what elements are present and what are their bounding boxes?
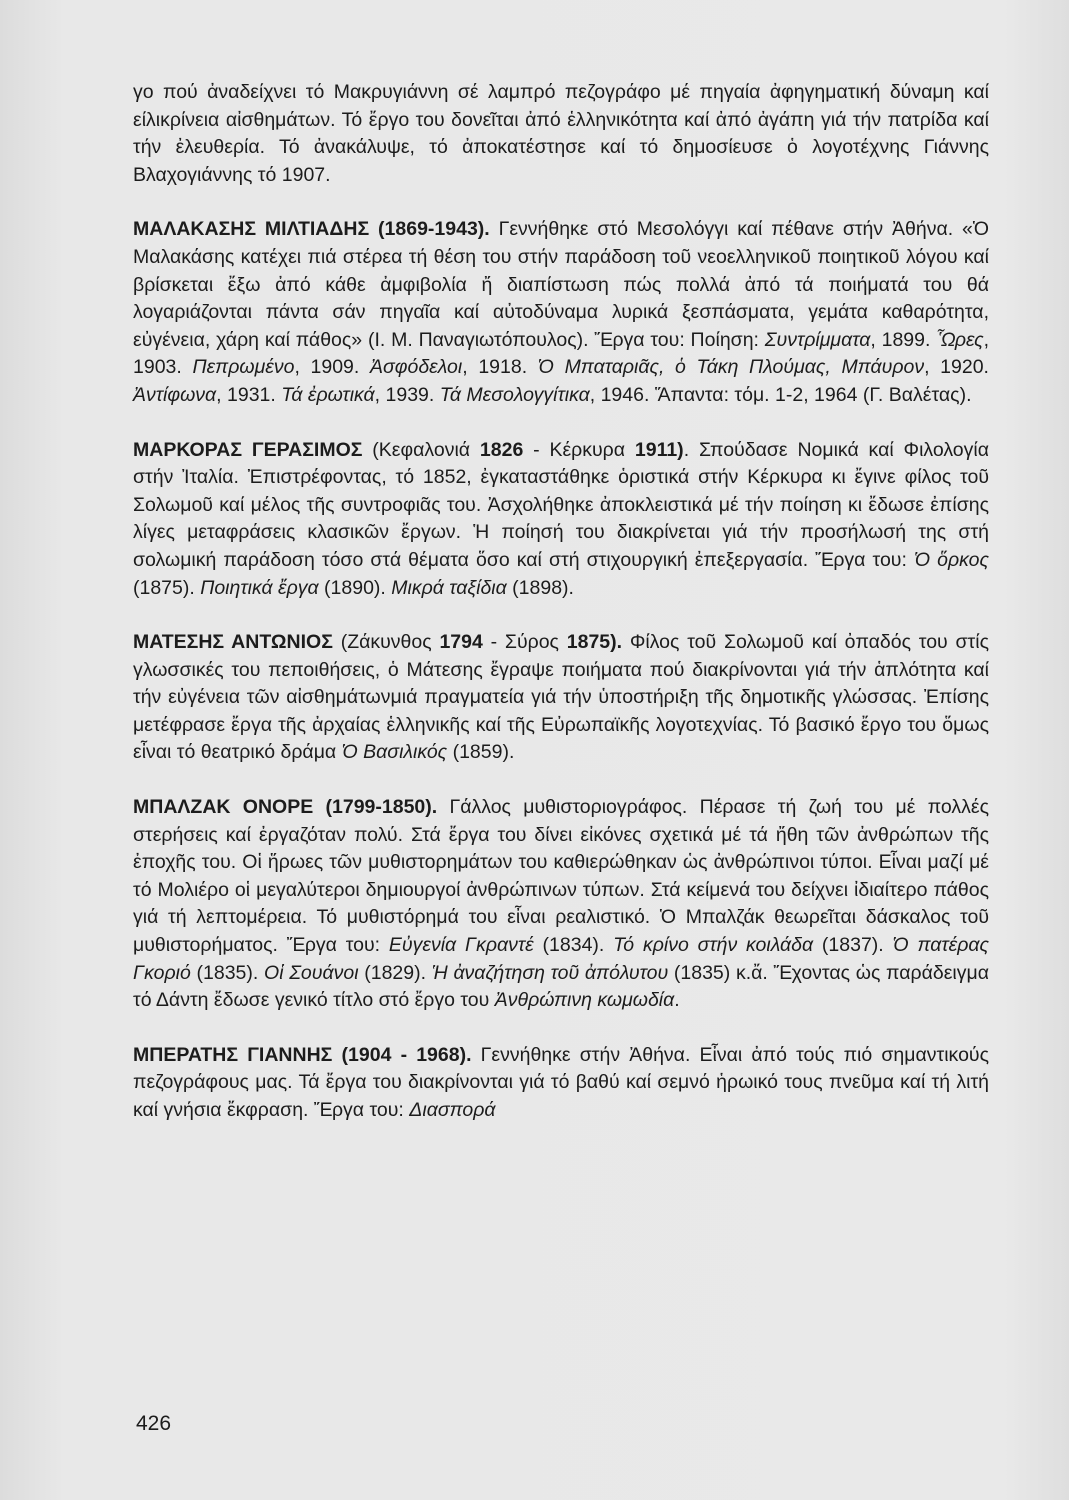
glossary-entry: [133, 794, 989, 1015]
entry-date: 1911): [634, 438, 684, 461]
work-title: Συντρίμματα: [764, 328, 871, 351]
entry-list: [133, 216, 989, 1124]
entry-heading: ΜΑΤΕΣΗΣ ΑΝΤΩΝΙΟΣ: [133, 631, 333, 654]
entry-text: , 1899.: [870, 328, 937, 351]
entry-text: . Σπούδασε Νομικά καί Φιλολογία στήν Ἰταλία. Ἐπιστρέφοντας, τό 1852, ἐγκαταστάθηκε ὁριστικά στήν Κέρκυρα κι ἔγινε φίλος τοῦ Σολωμοῦ καί μέλος τῆς συντροφιᾶς του. Ἀσχολήθηκε ἀποκλειστικά μέ τήν ποίηση κι ἔδωσε ἐπίσης λίγες μεταφράσεις κλασικῶν ἔργων. Ἡ ποίησή του διακρίνεται γιά τήν προσήλωσή της στή σολωμική παράδοση τόσο στά θέματα ὅσο καί στή στιχουργική ἐπεξεργασία. Ἔργα του:: [133, 438, 989, 571]
work-title: Ὁ ὅρκος: [913, 548, 989, 571]
work-title: Ὁ Βασιλικός: [341, 741, 448, 764]
entry-text: , 1920.: [924, 356, 989, 379]
work-title: Ὧρες: [936, 328, 984, 351]
work-title: Ὁ πατέρας Γκοριό: [133, 934, 990, 984]
glossary-entry: [133, 437, 989, 603]
entry-text: Γάλλος μυθιστοριογράφος. Πέρασε τή ζωή του μέ πολλές στερήσεις καί ἐργαζόταν πολύ. Στά ἔργα του δίνει εἰκόνες σχετικά μέ τά ἤθη τῶν ἀνθρώπων τῆς ἐποχῆς του. Οἱ ἥρωες τῶν μυθιστορημάτων του καθιερώθηκαν ὡς ἀνθρώπινοι τύποι. Εἶναι μαζί μέ τό Μολιέρο οἱ μεγαλύτεροι δημιουργοί ἀνθρώπινων τύπων. Στά κείμενά του δείχνει ἰδιαίτερο πάθος γιά τή λεπτομέρεια. Τό μυθιστόρημά του εἶναι ρεαλιστικό. Ὁ Μπαλζάκ θεωρεῖται δάσκαλος τοῦ μυθιστορήματος. Ἔργα του:: [133, 796, 990, 957]
entry-text: , 1931.: [216, 383, 282, 406]
entry-heading: ΜΠΑΛΖΑΚ ΟΝΟΡΕ (1799-1850).: [133, 796, 438, 819]
entry-text: (1837).: [813, 934, 893, 957]
page-body: [133, 79, 989, 1125]
entry-text: Γεννήθηκε στό Μεσολόγγι καί πέθανε στήν Ἀθήνα. «Ὁ Μαλακάσης κατέχει πιά στέρεα τή θέση του στήν παράδοση τοῦ νεοελληνικοῦ ποιητικοῦ λόγου καί βρίσκεται ἔξω ἀπό κάθε ἀμφιβολία ἤ διαπίστωση πώς πολλά ἀπό τά ποιήματά του θά λογαριάζονται πάντα σάν πηγαῖα καί αὐτοδύναμα λυρικά ξεσπάσματα, γεμάτα καθαρότητα, εὐγένεια, χάρη καί πάθος» (Ι. Μ. Παναγιωτόπουλος). Ἔργα του: Ποίηση:: [133, 218, 989, 351]
work-title: Τά ἐρωτικά: [281, 383, 375, 406]
entry-date: 1794: [439, 631, 483, 654]
glossary-entry: [133, 629, 989, 767]
work-title: Ἀσφόδελοι: [369, 356, 463, 379]
entry-text: , 1903.: [133, 328, 989, 379]
work-title: Ἡ ἀναζήτηση τοῦ ἀπόλυτου: [431, 961, 669, 984]
entry-text: , 1918.: [462, 356, 538, 379]
intro-paragraph: γο πού ἀναδείχνει τό Μακρυγιάννη σέ λαμπρό πεζογράφο μέ πηγαία ἀφηγηματική δύναμη καί είλικρίνεια αἰσθημάτων. Τό ἔργο του δονεῖται ἀπό ἑλληνικότητα καί ἀπό ἀγάπη γιά τήν πατρίδα καί τήν ἐλευθερία. Τό ἀνακάλυψε, τό ἀποκατέστησε καί τό δημοσίευσε ὁ λογοτέχνης Γιάννης Βλαχογιάννης τό 1907.: [133, 81, 989, 186]
entry-text: (1835).: [190, 961, 265, 984]
entry-text: (1829).: [358, 961, 432, 984]
entry-text: (1834).: [533, 934, 614, 957]
entry-text: , 1946. Ἅπαντα: τόμ. 1-2, 1964 (Γ. Βαλέτας).: [589, 383, 972, 406]
entry-heading: ΜΑΡΚΟΡΑΣ ΓΕΡΑΣΙΜΟΣ: [133, 438, 363, 461]
entry-text: , 1939.: [374, 383, 440, 406]
page-number: 426: [136, 1412, 172, 1435]
work-title: Πεπρωμένο: [192, 356, 295, 379]
glossary-entry: [133, 216, 989, 409]
entry-text: - Κέρκυρα: [523, 438, 635, 461]
entry-text: .: [674, 989, 680, 1012]
entry-text: , 1909.: [294, 356, 370, 379]
entry-text: (Ζάκυνθος: [332, 631, 440, 654]
entry-date: 1875).: [566, 631, 623, 654]
work-title: Ὁ Μπαταριᾶς, ὁ Τάκη Πλούμας, Μπάυρον: [537, 356, 925, 379]
entry-text: (Κεφαλονιά: [362, 438, 480, 461]
work-title: Οἱ Σουάνοι: [264, 961, 359, 984]
entry-text: - Σύρος: [482, 631, 567, 654]
entry-text: (1859).: [447, 741, 515, 764]
entry-text: Γεννήθηκε στήν Ἀθήνα. Εἶναι ἀπό τούς πιό σημαντικούς πεζογράφους μας. Τά ἔργα του διακρίνονται γιά τό βαθύ καί σεμνό ἡρωικό τους πνεῦμα καί τή λιτή καί γνήσια ἔκφραση. Ἔργα του:: [133, 1043, 989, 1121]
work-title: Τό κρίνο στήν κοιλάδα: [613, 934, 814, 957]
entry-heading: ΜΠΕΡΑΤΗΣ ΓΙΑΝΝΗΣ (1904 - 1968).: [133, 1043, 472, 1066]
work-title: Ποιητικά ἔργα: [200, 576, 319, 599]
entry-date: 1826: [479, 438, 524, 461]
work-title: Τά Μεσολογγίτικα: [439, 383, 590, 406]
work-title: Εὐγενία Γκραντέ: [388, 934, 534, 957]
entry-text: (1835) κ.ἄ. Ἔχοντας ὡς παράδειγμα τό Δάντη ἔδωσε γενικό τίτλο στό ἔργο του: [133, 961, 990, 1012]
work-title: Ἀνθρώπινη κωμωδία: [494, 989, 675, 1012]
entry-text: (1875).: [133, 576, 201, 599]
entry-heading: ΜΑΛΑΚΑΣΗΣ ΜΙΛΤΙΑΔΗΣ (1869-1943).: [133, 218, 490, 241]
work-title: Διασπορά: [409, 1099, 496, 1121]
entry-text: Φίλος τοῦ Σολωμοῦ καί ὀπαδός του στίς γλωσσικές του πεποιθήσεις, ὁ Μάτεσης ἔγραψε ποιήματα πού διακρίνονται γιά τήν ἁπλότητα καί τήν εὐγένεια τῶν αἰσθημάτωνμιά πραγματεία γιά τήν ὑποστήριξη τῆς δημοτικῆς γλώσσας. Ἐπίσης μετέφρασε ἔργα τῆς ἀρχαίας ἑλληνικῆς καί τῆς Εὐρωπαϊκῆς λογοτεχνίας. Τό βασικό ἔργο του ὅμως εἶναι τό θεατρικό δράμα: [133, 631, 989, 764]
entry-text: (1898).: [506, 576, 574, 599]
entry-text: (1890).: [318, 576, 392, 599]
work-title: Ἀντίφωνα: [133, 383, 217, 406]
work-title: Μικρά ταξίδια: [391, 576, 507, 599]
glossary-entry: [133, 1042, 989, 1125]
